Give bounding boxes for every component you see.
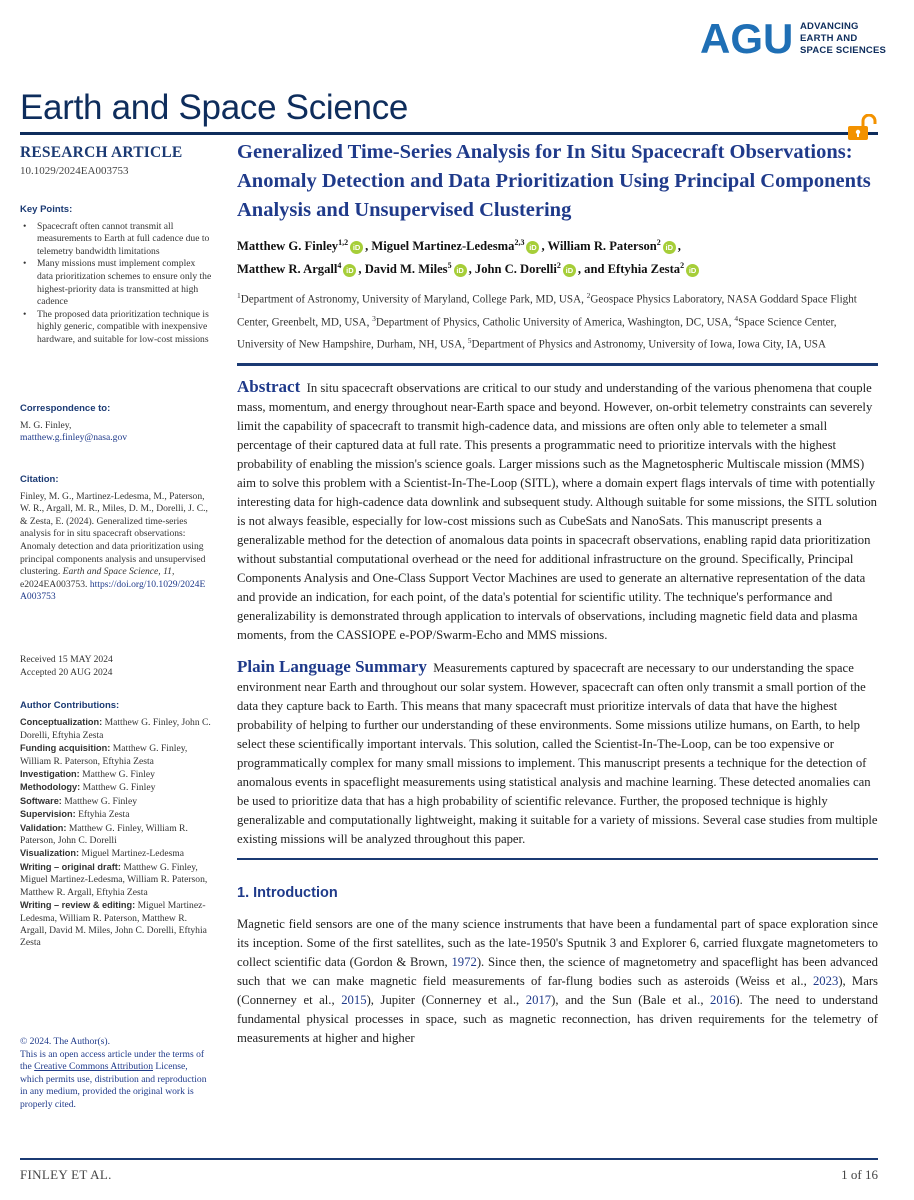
text-run: ), and the Sun (Bale et al., bbox=[551, 993, 711, 1008]
contribution-item: Funding acquisition: Matthew G. Finley, William R. Paterson, Eftyhia Zesta bbox=[20, 743, 188, 767]
section-divider bbox=[237, 363, 878, 366]
author-name[interactable]: William R. Paterson bbox=[547, 239, 657, 254]
correspondence-email-link[interactable]: matthew.g.finley@nasa.gov bbox=[20, 432, 128, 444]
orcid-icon[interactable]: iD bbox=[563, 264, 576, 277]
contribution-item: Conceptualization: Matthew G. Finley, John C. Dorelli, Eftyhia Zesta bbox=[20, 717, 211, 741]
orcid-icon[interactable]: iD bbox=[350, 241, 363, 254]
contribution-item: Supervision: Eftyhia Zesta bbox=[20, 809, 130, 821]
running-author: FINLEY ET AL. bbox=[20, 1167, 112, 1182]
author-name[interactable]: Eftyhia Zesta bbox=[607, 262, 681, 277]
article-body bbox=[237, 138, 878, 1048]
author-separator: , bbox=[365, 239, 372, 254]
accepted-date: Accepted 20 AUG 2024 bbox=[20, 666, 113, 678]
key-points-heading: Key Points: bbox=[20, 204, 73, 215]
author-name[interactable]: Matthew G. Finley bbox=[237, 239, 339, 254]
affiliation-text: Space Science Center, University of New Hampshire, Durham, NH, USA, bbox=[237, 316, 837, 351]
article-dates bbox=[20, 654, 212, 679]
received-date: Received 15 MAY 2024 bbox=[20, 654, 113, 665]
author-affiliation-marker: 2 bbox=[680, 261, 685, 271]
author-name[interactable]: John C. Dorelli bbox=[474, 262, 557, 277]
key-point: • Spacecraft often cannot transmit all measurements to Earth at full cadence due to telemetry bandwidth limitations bbox=[20, 221, 212, 259]
reference-link[interactable]: 1972 bbox=[451, 955, 477, 970]
abstract-text: In situ spacecraft observations are critical to our study and understanding of the various phenomena that couple mass, momentum, and energy throughout near-Earth space and beyond. However, on-orbit telemetry constraints can severely limit the capability of spacecraft to transmit high-cadence data, and missions are often only able to telemeter a small percentage of their captured data at full rate. This presents a programmatic need to prioritize intervals with the highest probability of enabling the mission's science goals. Larger missions such as the Magnetospheric Multiscale mission (MMS) aim to solve this problem with a Scientist-In-The-Loop (SITL), where a domain expert flags intervals of time with potentially interesting data for high-cadence data downlink and subsequent study. Although suitable for some missions, the SITL solution is not always feasible, especially for low-cost missions such as CubeSats and NanoSats. This manuscript presents a generalizable method for the detection of anomalous data points in spacecraft observations, enabling rapid data prioritization without substantial computational overhead or the need for additional infrastructure on the ground. Specifically, Principal Components Analysis and One-Class Support Vector Machines are used to generate an alternative representation of the data and provide an indication, for each point, of the data's potential for scientific utility. The technique's performance and generalizability is demonstrated through application to intervals of observations, including magnetic field data and plasma moments, from the CASSIOPE e-POP/Swarm-Echo and MMS missions. bbox=[237, 380, 878, 642]
contribution-item: Software: Matthew G. Finley bbox=[20, 795, 138, 807]
article-doi: 10.1029/2024EA003753 bbox=[20, 165, 129, 177]
correspondence bbox=[20, 403, 212, 445]
contribution-item: Investigation: Matthew G. Finley bbox=[20, 769, 155, 781]
journal-title[interactable]: Earth and Space Science bbox=[20, 88, 409, 127]
citation-text: Finley, M. G., Martinez-Ledesma, M., Paterson, W. R., Argall, M. R., Miles, D. M., Dorelli, J. C., & Zesta, E. (2024). Generalized time-series analysis for in situ spacecraft observations: Anomaly detection and data prioritization using principal components analysis and unsupervised clustering. Earth and Space Science, 11, e2024EA003753. https://doi.org/10.1029/2024EA003753 bbox=[20, 490, 208, 603]
author-affiliation-marker: 5 bbox=[447, 261, 452, 271]
abstract bbox=[237, 377, 878, 645]
citation-heading: Citation: bbox=[20, 474, 59, 485]
pls-heading: Plain Language Summary bbox=[237, 656, 427, 676]
affiliation-text: Department of Astronomy, University of Maryland, College Park, MD, USA, bbox=[240, 294, 587, 307]
agu-tagline: ADVANCING EARTH AND SPACE SCIENCES bbox=[800, 21, 887, 56]
contribution-item: Methodology: Matthew G. Finley bbox=[20, 782, 156, 794]
text-run: ). The need to understand fundamental physical processes in space, such as magnetic reconnection, has driven requirements for the telemetry of measurements at higher and higher bbox=[237, 993, 878, 1046]
author-separator: , bbox=[541, 239, 548, 254]
affiliation-marker: 4 bbox=[734, 313, 739, 323]
introduction-text bbox=[237, 915, 878, 1048]
orcid-icon[interactable]: iD bbox=[686, 264, 699, 277]
author-name[interactable]: David M. Miles bbox=[364, 262, 448, 277]
author-name[interactable]: Matthew R. Argall bbox=[237, 262, 338, 277]
citation-journal: Earth and Space Science, 11, bbox=[62, 566, 175, 578]
plain-language-summary bbox=[237, 657, 878, 849]
reference-link[interactable]: 2016 bbox=[710, 993, 736, 1008]
affiliation-text: Geospace Physics Laboratory, NASA Goddard Space Flight Center, Greenbelt, MD, USA, bbox=[237, 294, 857, 329]
key-point: • Many missions must implement complex data prioritization schemes to ensure only the highest-priority data is transmitted at high cadence bbox=[20, 258, 212, 308]
contributions-heading: Author Contributions: bbox=[20, 700, 120, 711]
author-name[interactable]: Miguel Martinez-Ledesma bbox=[371, 239, 515, 254]
author-separator: , bbox=[468, 262, 475, 277]
reference-link[interactable]: 2015 bbox=[341, 993, 367, 1008]
correspondence-heading: Correspondence to: bbox=[20, 403, 111, 414]
affiliation-text: Department of Physics, Catholic University of America, Washington, DC, USA, bbox=[375, 316, 735, 329]
article-title: Generalized Time-Series Analysis for In Situ Spacecraft Observations: Anomaly Detection and Data Prioritization Using Principal Components Analysis and Unsupervised Clustering bbox=[237, 141, 871, 221]
copyright-notice bbox=[20, 1036, 212, 1112]
pls-text: Measurements captured by spacecraft are necessary to our understanding the space environment near Earth and throughout our solar system. However, spacecraft can often only transmit a small portion of the data they capture back to Earth. This means that many spacecraft must prioritize intervals of data that have the highest probability of helping to further our understanding of these environments. Some missions utilize humans, on Earth, to help select these scientifically important intervals. This solution, called the Scientist-In-The-Loop, can be too expensive or programmatically complex for many small missions to implement. This manuscript presents a technique for the detection of anomalous events in spaceflight measurements using statistical analysis and machine learning. These detected anomalies can be used to prioritize data that has a high probability of scientific relevance. Further, the proposed technique is highly generalizable and computationally lightweight, making it suitable for a variety of missions. Several case studies from multiple existing missions will be analyzed throughout this paper. bbox=[237, 660, 878, 846]
license-text: This is an open access article under the terms of the Creative Commons Attribution License, which permits use, distribution and reproduction in any medium, provided the original work is properly cited. bbox=[20, 1048, 207, 1110]
copyright-line: © 2024. The Author(s). bbox=[20, 1036, 110, 1047]
section-divider bbox=[237, 858, 878, 861]
affiliation-marker: 1 bbox=[237, 291, 241, 301]
contribution-item: Writing – review & editing: Miguel Martinez-Ledesma, William R. Paterson, Matthew R. Argall, David M. Miles, John C. Dorelli, Eftyhia Zesta bbox=[20, 900, 207, 949]
affiliation-marker: 5 bbox=[467, 335, 472, 345]
author-contributions bbox=[20, 700, 212, 950]
key-point: • The proposed data prioritization technique is highly generic, compatible with inexpensive hardware, and suitable for low-cost missions bbox=[20, 309, 212, 347]
author-separator: , bbox=[677, 239, 681, 254]
text-run: ). Since then, the science of magnetometry and spaceflight has been advanced such that we can make magnetic field measurements of far-flung bodies such as asteroids (Weiss et al., bbox=[237, 955, 878, 989]
svg-text:AGU: AGU bbox=[700, 18, 794, 58]
author-separator: , bbox=[358, 262, 365, 277]
orcid-icon[interactable]: iD bbox=[526, 241, 539, 254]
orcid-icon[interactable]: iD bbox=[343, 264, 356, 277]
article-type: RESEARCH ARTICLE bbox=[20, 144, 183, 161]
header-divider bbox=[20, 132, 878, 135]
contribution-item: Writing – original draft: Matthew G. Finley, Miguel Martinez-Ledesma, William R. Paterson, Matthew R. Argall, Eftyhia Zesta bbox=[20, 861, 208, 898]
correspondence-name: M. G. Finley, bbox=[20, 419, 72, 431]
agu-logo-mark bbox=[700, 18, 794, 58]
affiliation-marker: 3 bbox=[372, 313, 376, 323]
footer-divider bbox=[20, 1158, 878, 1160]
key-points-list bbox=[20, 221, 212, 347]
citation bbox=[20, 474, 212, 604]
license-link[interactable]: Creative Commons Attribution bbox=[34, 1061, 153, 1073]
orcid-icon[interactable]: iD bbox=[454, 264, 467, 277]
author-affiliation-marker: 2,3 bbox=[514, 238, 525, 247]
contribution-item: Validation: Matthew G. Finley, William R. Paterson, John C. Dorelli bbox=[20, 822, 188, 847]
contribution-item: Visualization: Miguel Martinez-Ledesma bbox=[20, 848, 185, 860]
text-run: ), Jupiter (Connerney et al., bbox=[366, 993, 526, 1008]
reference-link[interactable]: 2023 bbox=[812, 974, 839, 989]
citation-doi-link[interactable]: https://doi.org/10.1029/2024EA003753 bbox=[20, 578, 206, 603]
author-affiliation-marker: 2 bbox=[656, 238, 661, 247]
text-run: Magnetic field sensors are one of the many science instruments that have been a fundamental part of space exploration since its inception. Some of the first satellites, such as the late-1950's Sputnik 3 and Explorer 6, carried fluxgate magnetometers to collect scientific data (Gordon & Brown, bbox=[237, 917, 878, 970]
section-heading-introduction: 1. Introduction bbox=[237, 885, 338, 902]
text-run: ), Mars (Connerney et al., bbox=[237, 974, 878, 1008]
author-affiliation-marker: 1,2 bbox=[338, 238, 349, 247]
affiliations bbox=[237, 287, 878, 354]
key-points bbox=[20, 204, 212, 347]
author-separator: , and bbox=[577, 262, 608, 277]
agu-logo bbox=[700, 18, 890, 62]
affiliation-text: Department of Physics and Astronomy, University of Iowa, Iowa City, IA, USA bbox=[471, 338, 826, 351]
orcid-icon[interactable]: iD bbox=[663, 241, 676, 254]
abstract-heading: Abstract bbox=[237, 376, 301, 396]
affiliation-marker: 2 bbox=[586, 291, 591, 301]
page-number: 1 of 16 bbox=[841, 1167, 878, 1182]
author-list bbox=[237, 233, 878, 279]
author-affiliation-marker: 2 bbox=[556, 261, 561, 271]
sidebar bbox=[20, 144, 212, 1110]
author-affiliation-marker: 4 bbox=[337, 261, 342, 271]
reference-link[interactable]: 2017 bbox=[525, 993, 552, 1008]
